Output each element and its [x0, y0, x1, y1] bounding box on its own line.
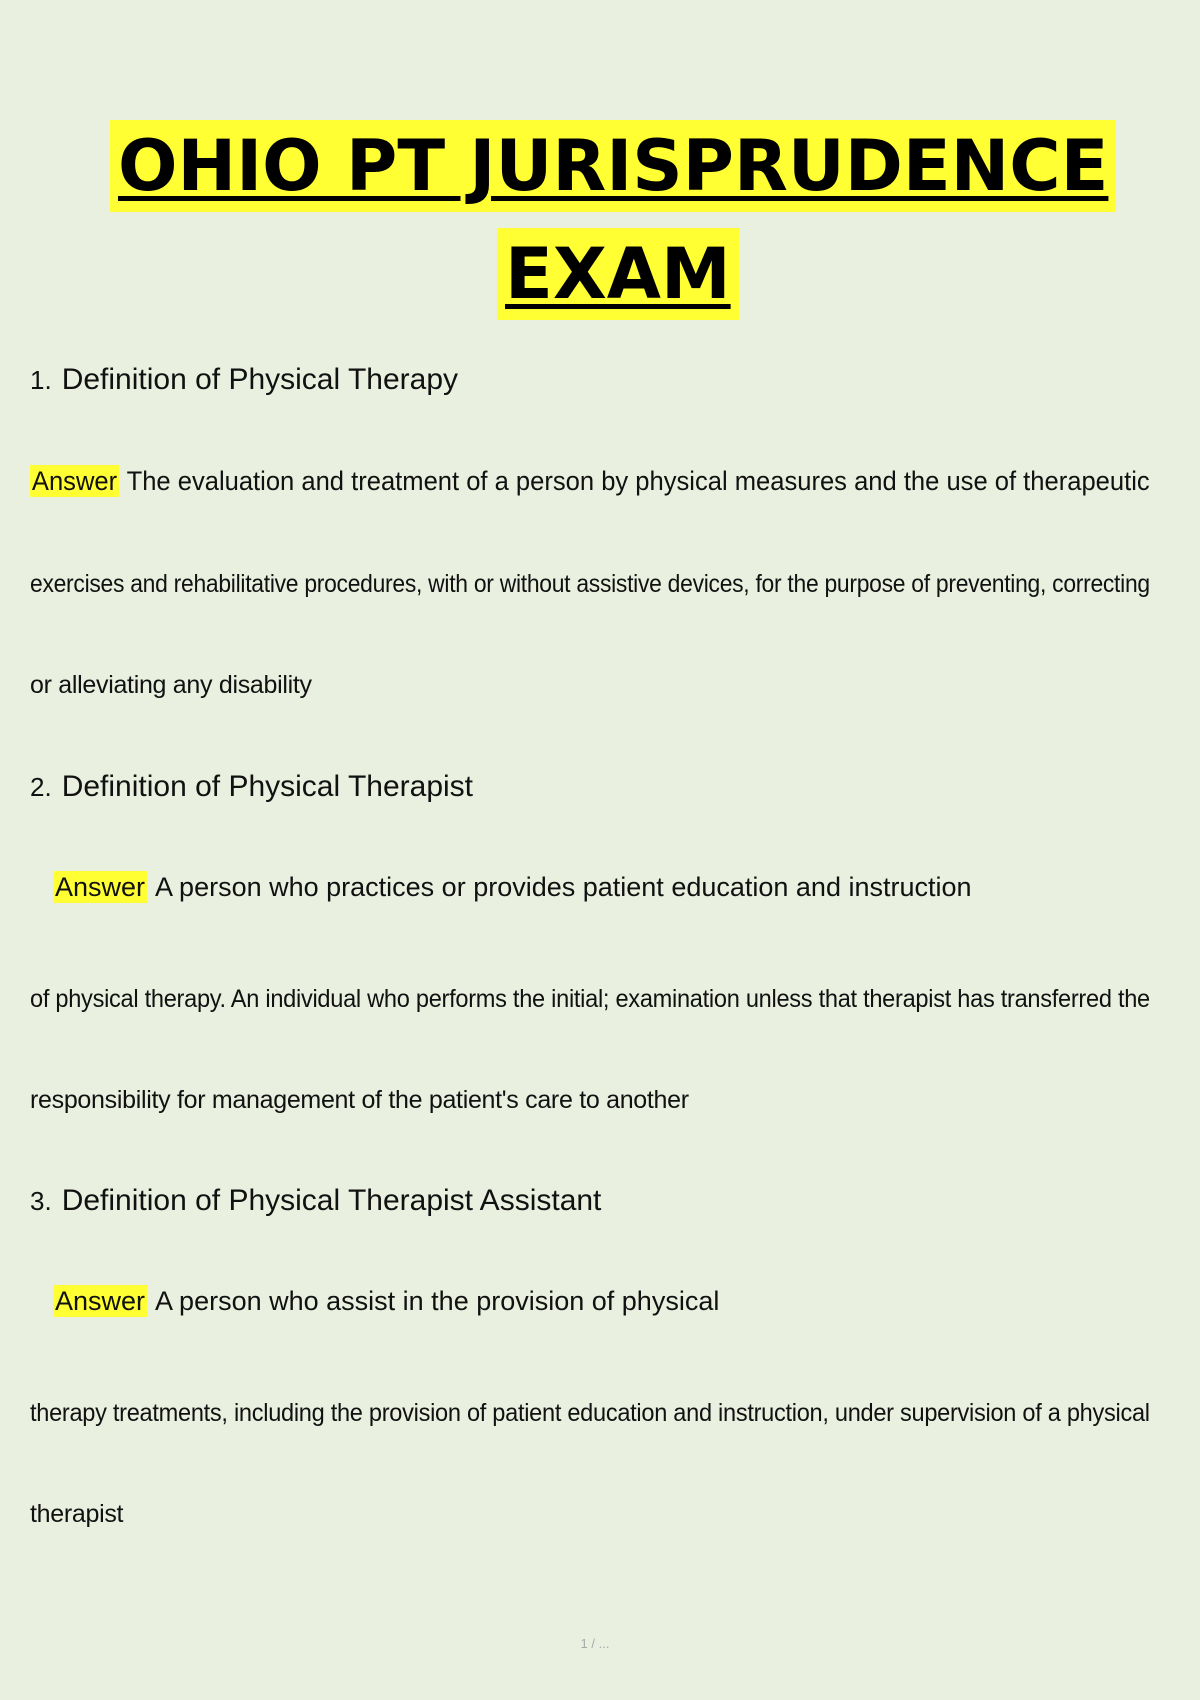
answer-label: Answer [55, 1286, 146, 1316]
answer-2-first-line [53, 872, 972, 903]
answer-1-line-2: exercises and rehabilitative procedures, with or without assistive devices, for the purpose of preventing, correcting [30, 570, 1150, 598]
page-number: 1 / ... [580, 1636, 610, 1651]
question-1 [30, 363, 458, 397]
answer-text: The evaluation and treatment of a person by physical measures and the use of therapeutic [126, 466, 1150, 496]
answer-3-first-line [53, 1286, 719, 1317]
answer-text: A person who practices or provides patient education and instruction [155, 872, 972, 902]
title-line-1: OHIO PT JURISPRUDENCE [110, 120, 1116, 212]
question-text: Definition of Physical Therapy [61, 363, 459, 396]
question-number: 1. [30, 365, 52, 395]
question-number: 3. [30, 1186, 52, 1216]
question-2 [30, 770, 473, 804]
question-3 [30, 1184, 601, 1218]
question-text: Definition of Physical Therapist [61, 770, 474, 803]
answer-label: Answer [31, 466, 118, 496]
answer-2-line-2: of physical therapy. An individual who performs the initial; examination unless that therapist has transferred the [30, 985, 1150, 1013]
answer-text: A person who assist in the provision of physical [155, 1286, 720, 1316]
answer-2-line-3: responsibility for management of the patient's care to another [30, 1086, 689, 1114]
question-text: Definition of Physical Therapist Assistant [61, 1184, 602, 1217]
question-number: 2. [30, 772, 52, 802]
answer-1-line-3: or alleviating any disability [30, 671, 312, 699]
title-line-2: EXAM [497, 228, 739, 320]
answer-1-first-line [30, 466, 1150, 497]
answer-3-line-2: therapy treatments, including the provision of patient education and instruction, under supervision of a physical [30, 1399, 1150, 1427]
answer-3-line-3: therapist [30, 1500, 124, 1528]
answer-label: Answer [55, 872, 146, 902]
